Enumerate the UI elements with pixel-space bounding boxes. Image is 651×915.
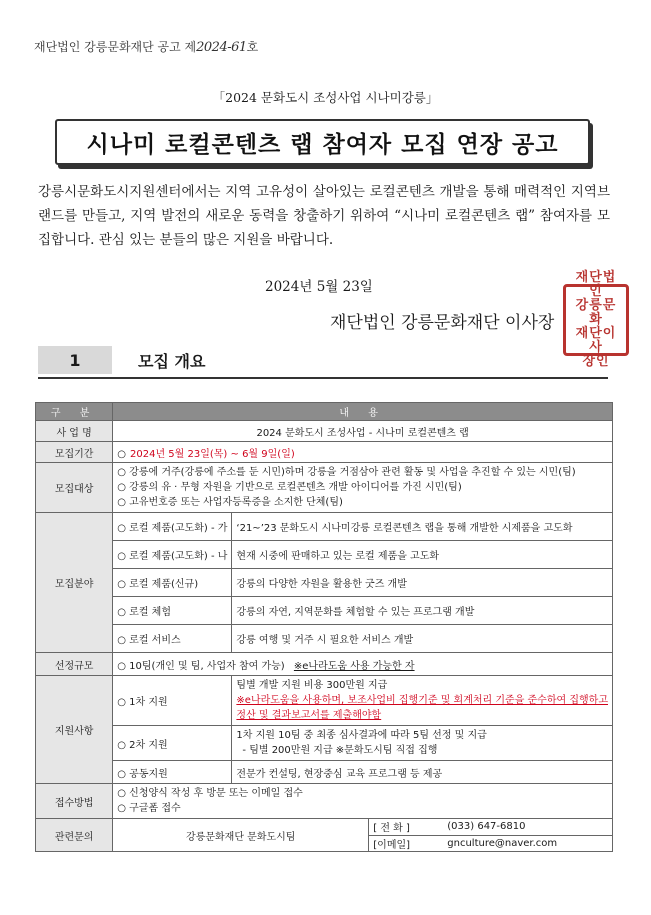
- table-row: [36, 726, 613, 761]
- row-label: 모집대상: [36, 463, 113, 513]
- seal-line: 강릉문화: [575, 298, 617, 327]
- notice-number-prefix: 재단법인 강릉문화재단 공고 제: [34, 40, 197, 54]
- table-row: [36, 421, 613, 442]
- section-number: 1: [38, 346, 112, 374]
- project-name-value: 2024 문화도시 조성사업 - 시나미 로컬콘텐츠 랩: [113, 421, 613, 442]
- support-desc: 전문가 컨설팅, 현장중심 교육 프로그램 등 제공: [232, 761, 613, 784]
- period-value: [113, 442, 613, 463]
- table-row: [36, 597, 613, 625]
- scale-value: ○ 10팀(개인 및 팀, 사업자 참여 가능): [117, 660, 285, 672]
- field-name: ○ 로컬 서비스: [113, 625, 232, 653]
- contact-details: [368, 819, 612, 851]
- recruitment-table: [35, 402, 613, 852]
- seal-line: 재단이사: [575, 326, 617, 355]
- contact-cell: [113, 819, 613, 852]
- table-row: [36, 676, 613, 726]
- support-line: 1차 지원 10팀 중 최종 심사결과에 따라 5팀 선정 및 지급: [236, 730, 487, 741]
- intro-paragraph: 강릉시문화도시지원센터에서는 지역 고유성이 살아있는 로컬콘텐츠 개발을 통해 매력적인 지역브랜드를 만들고, 지역 발전의 새로운 동력을 창출하기 위하여 “시나미 로컬콘텐츠 랩” 참여자를 모집합니다. 관심 있는 분들의 많은 지원을 바랍니다.: [38, 184, 610, 248]
- row-label: 사 업 명: [36, 421, 113, 442]
- list-item: ○ 강릉에 거주(강릉에 주소를 둔 시민)하며 강릉을 거점삼아 관련 활동 및 사업을 추진할 수 있는 시민(팀): [117, 467, 576, 478]
- table-row: [36, 463, 613, 513]
- page-title: 시나미 로컬콘텐츠 랩 참여자 모집 연장 공고: [86, 131, 559, 158]
- apply-cell: [113, 784, 613, 819]
- table-header: 내 용: [113, 403, 613, 421]
- seal-line: 재단법인: [575, 270, 617, 299]
- field-name: ○ 로컬 제품(고도화) - 나: [113, 541, 232, 569]
- email-label: [이메일]: [373, 839, 411, 851]
- support-line: - 팀별 200만원 지급 ※문화도시팀 직접 집행: [242, 745, 438, 756]
- table-row: [36, 541, 613, 569]
- list-item: ○ 강릉의 유 · 무형 자원을 기반으로 로컬콘텐츠 개발 아이디어를 가진 시민(팀): [117, 482, 462, 493]
- row-label: 모집분야: [36, 513, 113, 653]
- table-row: [36, 625, 613, 653]
- period-date: 2024년 5월 23일(목) ~ 6월 9일(일): [130, 448, 295, 460]
- field-name: ○ 로컬 제품(고도화) - 가: [113, 513, 232, 541]
- table-row: [36, 569, 613, 597]
- field-name: ○ 로컬 체험: [113, 597, 232, 625]
- row-label: 지원사항: [36, 676, 113, 784]
- seal-line: 장인: [582, 354, 610, 369]
- section-divider: [38, 377, 608, 379]
- row-label: 선정규모: [36, 653, 113, 676]
- scale-cell: [113, 653, 613, 676]
- email-address: gnculture@naver.com: [447, 837, 558, 849]
- support-line: 팀별 개발 지원 비용 300만원 지급: [236, 680, 388, 691]
- table-row: [36, 442, 613, 463]
- table-row: [36, 819, 613, 852]
- table-header: 구 분: [36, 403, 113, 421]
- phone-number: (033) 647-6810: [447, 821, 526, 833]
- organization-signature: 재단법인 강릉문화재단 이사장: [330, 313, 555, 333]
- notice-number-handwritten: 2024-61: [196, 40, 247, 55]
- table-header-row: [36, 403, 613, 421]
- list-item: ○ 구글폼 접수: [117, 803, 181, 814]
- project-subtitle: 「2024 문화도시 조성사업 시나미강릉」: [212, 90, 439, 105]
- support-name: ○ 2차 지원: [113, 726, 232, 761]
- field-desc: 강릉 여행 및 거주 시 필요한 서비스 개발: [232, 625, 613, 653]
- table-row: [36, 513, 613, 541]
- field-desc: 현재 시중에 판매하고 있는 로컬 제품을 고도화: [232, 541, 613, 569]
- contact-team: 강릉문화재단 문화도시팀: [186, 831, 296, 843]
- table-row: [36, 761, 613, 784]
- bullet: ○: [117, 448, 126, 460]
- row-label: 관련문의: [36, 819, 113, 852]
- row-label: 모집기간: [36, 442, 113, 463]
- notice-number: [34, 38, 258, 55]
- notice-date: 2024년 5월 23일: [265, 279, 373, 295]
- row-label: 접수방법: [36, 784, 113, 819]
- field-desc: 강릉의 다양한 자원을 활용한 굿즈 개발: [232, 569, 613, 597]
- phone-label: [ 전 화 ]: [373, 823, 410, 835]
- section-title: 모집 개요: [138, 352, 206, 371]
- field-name: ○ 로컬 제품(신규): [113, 569, 232, 597]
- notice-number-suffix: 호: [246, 40, 259, 54]
- support-name: ○ 공동지원: [113, 761, 232, 784]
- support-name: ○ 1차 지원: [113, 676, 232, 726]
- scale-note: ※e나라도움 사용 가능한 자: [293, 660, 415, 672]
- table-row: [36, 653, 613, 676]
- field-desc: ‘21~’23 문화도시 시나미강릉 로컬콘텐츠 랩을 통해 개발한 시제품을 고도화: [232, 513, 613, 541]
- title-box: [55, 119, 590, 165]
- support-desc: [232, 676, 613, 726]
- list-item: ○ 신청양식 작성 후 방문 또는 이메일 접수: [117, 788, 303, 799]
- official-seal: [563, 270, 629, 369]
- list-item: ○ 고유번호증 또는 사업자등록증을 소지한 단체(팀): [117, 497, 343, 508]
- target-cell: [113, 463, 613, 513]
- field-desc: 강릉의 자연, 지역문화를 체험할 수 있는 프로그램 개발: [232, 597, 613, 625]
- table-row: [36, 784, 613, 819]
- support-warning: 정산 및 결과보고서를 제출해야함: [236, 710, 382, 721]
- support-desc: [232, 726, 613, 761]
- support-warning: ※e나라도움을 사용하며, 보조사업비 집행기준 및 회계처리 기준을 준수하여 집행하고: [236, 695, 608, 706]
